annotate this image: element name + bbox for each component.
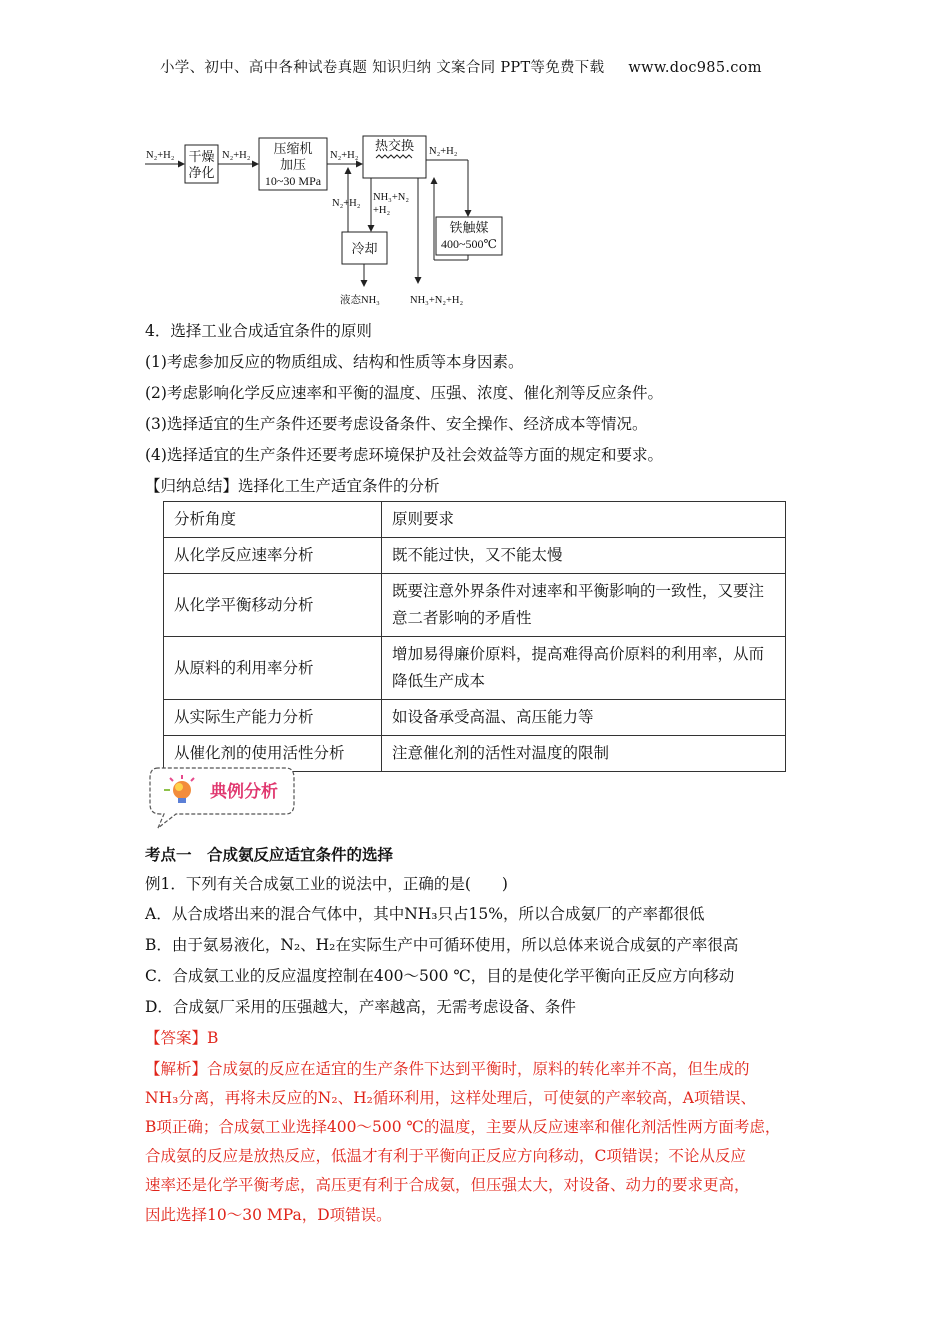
label-input: N₂+H₂ — [146, 150, 175, 161]
catalyst-label-1: 铁触媒 — [449, 220, 489, 235]
ammonia-process-diagram — [140, 128, 510, 310]
summary-table — [163, 501, 786, 772]
option-d: D．合成氨厂采用的压强越大，产率越高，无需考虑设备、条件 — [145, 998, 576, 1016]
table-row — [164, 538, 786, 574]
principle-item: (1)考虑参加反应的物质组成、结构和性质等本身因素。 — [145, 353, 524, 371]
table-cell: 从原料的利用率分析 — [164, 637, 382, 700]
option-c: C．合成氨工业的反应温度控制在400～500 ℃，目的是使化学平衡向正反应方向移动 — [145, 967, 735, 985]
analysis-line: 【解析】合成氨的反应在适宜的生产条件下达到平衡时，原料的转化率并不高，但生成的 — [145, 1060, 750, 1078]
table-cell: 注意催化剂的活性对温度的限制 — [382, 736, 786, 772]
label-after-heat: N₂+H₂ — [429, 146, 458, 157]
table-cell: 如设备承受高温、高压能力等 — [382, 700, 786, 736]
badge-label: 典例分析 — [210, 782, 278, 802]
table-cell: 从化学平衡移动分析 — [164, 574, 382, 637]
table-cell: 从催化剂的使用活性分析 — [164, 736, 382, 772]
heat-label: 热交换 — [374, 138, 415, 153]
analysis-line: 合成氨的反应是放热反应，低温才有利于平衡向正反应方向移动，C项错误；不论从反应 — [145, 1147, 746, 1165]
label-to-cool-2: +H₂ — [373, 205, 391, 216]
label-return: N₂+H₂ — [332, 198, 361, 209]
header-site: www.doc985.com — [628, 60, 762, 76]
principle-item: (4)选择适宜的生产条件还要考虑环境保护及社会效益等方面的规定和要求。 — [145, 446, 663, 464]
label-liquid: 液态NH₃ — [340, 295, 380, 306]
dry-label-1: 干燥 — [188, 149, 215, 164]
cool-label: 冷却 — [351, 241, 378, 256]
question-text: 例1．下列有关合成氨工业的说法中，正确的是( ) — [145, 875, 508, 893]
table-row — [164, 574, 786, 637]
principles-title: 4．选择工业合成适宜条件的原则 — [145, 322, 372, 340]
table-cell: 从化学反应速率分析 — [164, 538, 382, 574]
table-cell: 增加易得廉价原料，提高难得高价原料的利用率，从而降低生产成本 — [382, 637, 786, 700]
principle-item: (3)选择适宜的生产条件还要考虑设备条件、安全操作、经济成本等情况。 — [145, 415, 648, 433]
compress-label-1: 压缩机 — [273, 141, 313, 156]
dry-label-2: 净化 — [188, 165, 215, 180]
table-row — [164, 637, 786, 700]
option-a: A．从合成塔出来的混合气体中，其中NH₃只占15%，所以合成氨厂的产率都很低 — [145, 905, 705, 923]
analysis-line: NH₃分离，再将未反应的N₂、H₂循环利用，这样处理后，可使氨的产率较高，A项错误、 — [145, 1089, 756, 1107]
analysis-line: 因此选择10～30 MPa，D项错误。 — [145, 1206, 392, 1224]
analysis-line: B项正确；合成氨工业选择400～500 ℃的温度，主要从反应速率和催化剂活性两方面考虑， — [145, 1118, 781, 1136]
table-cell: 既要注意外界条件对速率和平衡影响的一致性，又要注意二者影响的矛盾性 — [382, 574, 786, 637]
page-header — [160, 56, 762, 77]
table-header-row — [164, 502, 786, 538]
principle-item: (2)考虑影响化学反应速率和平衡的温度、压强、浓度、催化剂等反应条件。 — [145, 384, 663, 402]
catalyst-label-2: 400~500℃ — [441, 237, 497, 251]
compress-label-2: 加压 — [279, 157, 307, 172]
analysis-line: 速率还是化学平衡考虑，高压更有利于合成氨，但压强太大，对设备、动力的要求更高， — [145, 1176, 750, 1194]
table-cell: 从实际生产能力分析 — [164, 700, 382, 736]
compress-label-3: 10~30 MPa — [264, 174, 322, 188]
option-b: B．由于氨易液化，N₂、H₂在实际生产中可循环使用，所以总体来说合成氨的产率很高 — [145, 936, 739, 954]
topic-title: 考点一 合成氨反应适宜条件的选择 — [145, 845, 394, 864]
label-output-mix: NH₃+N₂+H₂ — [410, 295, 464, 306]
label-after-dry: N₂+H₂ — [222, 150, 251, 161]
answer-text: 【答案】B — [145, 1029, 219, 1047]
label-to-cool-1: NH₃+N₂ — [373, 192, 409, 203]
table-row — [164, 700, 786, 736]
header-text: 小学、初中、高中各种试卷真题 知识归纳 文案合同 PPT等免费下载 — [160, 60, 605, 76]
table-head-cell: 分析角度 — [164, 502, 382, 538]
label-after-compress: N₂+H₂ — [330, 150, 359, 161]
example-analysis-badge — [146, 762, 298, 830]
table-head-cell: 原则要求 — [382, 502, 786, 538]
table-cell: 既不能过快，又不能太慢 — [382, 538, 786, 574]
summary-title: 【归纳总结】选择化工生产适宜条件的分析 — [145, 477, 440, 495]
